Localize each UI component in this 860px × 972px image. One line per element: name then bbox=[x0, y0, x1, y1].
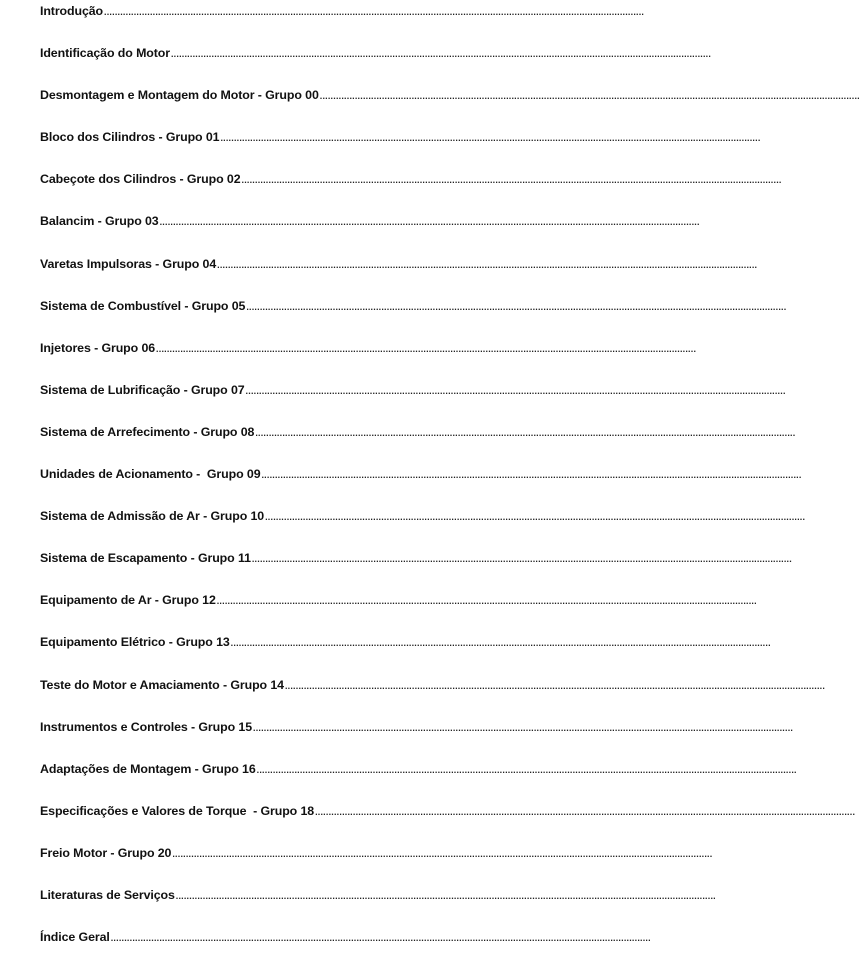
toc-entry-label: Equipamento Elétrico - Grupo 13 bbox=[40, 635, 230, 650]
toc-entry-label: Especificações e Valores de Torque - Grupo 18 bbox=[40, 803, 315, 818]
toc-entry-grupo-05[interactable] bbox=[40, 298, 787, 341]
toc-entry-grupo-02[interactable] bbox=[40, 172, 782, 214]
toc-entry-label: Unidades de Acionamento - Grupo 09 bbox=[40, 467, 261, 482]
dot-leader: ........................................................................................................................................................................................................ bbox=[241, 175, 782, 186]
toc-entry-label: Desmontagem e Montagem do Motor - Grupo 00 bbox=[40, 88, 319, 103]
toc-entry-grupo-11[interactable] bbox=[40, 551, 792, 593]
toc-entry-grupo-01[interactable] bbox=[40, 130, 761, 172]
toc-entry-label: Freio Motor - Grupo 20 bbox=[40, 845, 172, 860]
dot-leader: ........................................................................................................................................................................................................ bbox=[217, 259, 758, 270]
toc-entry-grupo-06[interactable] bbox=[40, 340, 697, 383]
toc-entry-label: Introdução bbox=[40, 4, 104, 18]
dot-leader: ........................................................................................................................................................................................................ bbox=[156, 343, 697, 354]
dot-leader: ........................................................................................................................................................................................................ bbox=[245, 385, 786, 396]
toc-entry-grupo-14[interactable] bbox=[40, 677, 826, 720]
toc-entry-grupo-09[interactable] bbox=[40, 467, 802, 509]
toc-entry-introducao[interactable] bbox=[40, 4, 645, 46]
toc-entry-label: Instrumentos e Controles - Grupo 15 bbox=[40, 719, 252, 734]
toc-entry-label: Sistema de Admissão de Ar - Grupo 10 bbox=[40, 509, 265, 524]
toc-entry-label: Índice Geral bbox=[40, 930, 110, 945]
toc-entry-grupo-08[interactable] bbox=[40, 424, 796, 467]
toc-entry-label: Equipamento de Ar - Grupo 12 bbox=[40, 593, 216, 608]
toc-entry-grupo-07[interactable] bbox=[40, 382, 786, 425]
dot-leader: ........................................................................................................................................................................................................ bbox=[256, 764, 797, 775]
dot-leader: ........................................................................................................................................................................................................ bbox=[253, 722, 794, 733]
dot-leader: ........................................................................................................................................................................................................ bbox=[230, 638, 771, 649]
dot-leader: ........................................................................................................................................................................................................ bbox=[261, 470, 802, 481]
dot-leader: ........................................................................................................................................................................................................ bbox=[216, 596, 757, 607]
toc-entry-label: Cabeçote dos Cilindros - Grupo 02 bbox=[40, 172, 241, 187]
toc-entry-grupo-04[interactable] bbox=[40, 256, 758, 299]
dot-leader: ........................................................................................................................................................................................................ bbox=[172, 848, 713, 859]
toc-entry-grupo-10[interactable] bbox=[40, 509, 806, 551]
toc-entry-grupo-20[interactable] bbox=[40, 845, 713, 888]
dot-leader: ........................................................................................................................................................................................................ bbox=[265, 512, 806, 523]
dot-leader: ........................................................................................................................................................................................................ bbox=[319, 91, 860, 102]
dot-leader: ........................................................................................................................................................................................................ bbox=[175, 890, 716, 901]
toc-entry-grupo-12[interactable] bbox=[40, 593, 757, 635]
dot-leader: ........................................................................................................................................................................................................ bbox=[170, 49, 712, 60]
toc-entry-grupo-16[interactable] bbox=[40, 761, 797, 804]
toc-entry-label: Sistema de Lubrificação - Grupo 07 bbox=[40, 382, 245, 397]
dot-leader: ........................................................................................................................................................................................................ bbox=[110, 933, 651, 944]
toc-entry-label: Teste do Motor e Amaciamento - Grupo 14 bbox=[40, 677, 284, 692]
dot-leader: ........................................................................................................................................................................................................ bbox=[104, 7, 645, 17]
toc-entry-label: Identificação do Motor bbox=[40, 46, 170, 61]
dot-leader: ........................................................................................................................................................................................................ bbox=[315, 806, 856, 817]
toc-entry-grupo-13[interactable] bbox=[40, 635, 771, 677]
toc-entry-label: Sistema de Escapamento - Grupo 11 bbox=[40, 551, 251, 566]
toc-entry-indice-geral[interactable] bbox=[40, 930, 651, 972]
toc-entry-label: Varetas Impulsoras - Grupo 04 bbox=[40, 256, 217, 271]
dot-leader: ........................................................................................................................................................................................................ bbox=[159, 217, 700, 228]
toc-entry-grupo-00[interactable] bbox=[40, 88, 860, 130]
dot-leader: ........................................................................................................................................................................................................ bbox=[255, 427, 796, 438]
toc-entry-label: Adaptações de Montagem - Grupo 16 bbox=[40, 761, 256, 776]
toc-entry-label: Sistema de Arrefecimento - Grupo 08 bbox=[40, 424, 255, 439]
toc-entry-label: Literaturas de Serviços bbox=[40, 887, 175, 902]
toc-entry-grupo-03[interactable] bbox=[40, 214, 700, 256]
toc-entry-label: Bloco dos Cilindros - Grupo 01 bbox=[40, 130, 220, 145]
dot-leader: ........................................................................................................................................................................................................ bbox=[284, 680, 826, 691]
toc-entry-grupo-18[interactable] bbox=[40, 803, 856, 846]
table-of-contents bbox=[40, 4, 860, 972]
toc-entry-label: Balancim - Grupo 03 bbox=[40, 214, 159, 229]
dot-leader: ........................................................................................................................................................................................................ bbox=[251, 554, 792, 565]
toc-entry-literaturas[interactable] bbox=[40, 887, 716, 930]
dot-leader: ........................................................................................................................................................................................................ bbox=[246, 301, 787, 312]
toc-entry-grupo-15[interactable] bbox=[40, 719, 794, 762]
toc-entry-label: Sistema de Combustível - Grupo 05 bbox=[40, 298, 246, 313]
toc-entry-label: Injetores - Grupo 06 bbox=[40, 340, 156, 355]
dot-leader: ........................................................................................................................................................................................................ bbox=[220, 133, 761, 144]
toc-entry-identificacao[interactable] bbox=[40, 46, 712, 88]
